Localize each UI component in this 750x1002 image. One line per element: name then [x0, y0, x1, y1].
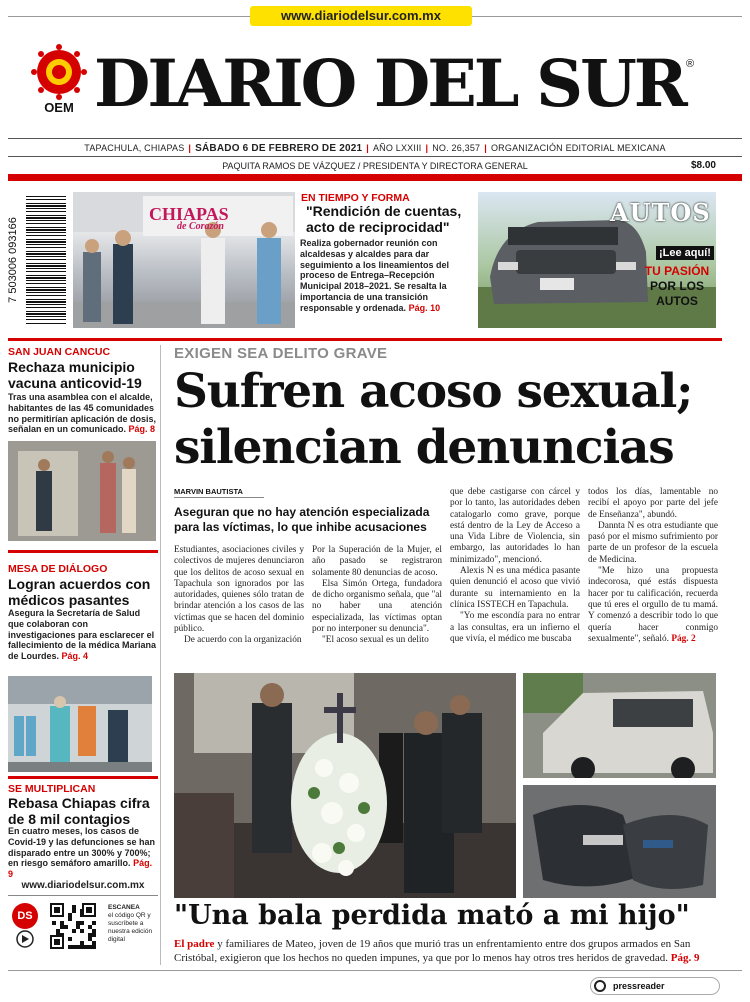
oem-logo — [30, 44, 88, 116]
left-story-3-headline[interactable]: Rebasa Chiapas cifra de 8 mil contagios — [8, 795, 150, 827]
main-story-deck: Aseguran que no hay atención especializada para las víctimas, lo que inhibe acusaciones — [174, 505, 430, 534]
newspaper-title: DIARIO DEL SUR — [94, 46, 685, 122]
masthead-rule-mid — [8, 156, 742, 157]
chiapas-sign: CHIAPAS de Corazón — [149, 204, 229, 232]
issue-number: NO. 26,357 — [432, 143, 481, 153]
autos-title: AUTOS — [610, 198, 711, 227]
barcode-digits: 7 503006 093166 — [8, 217, 19, 303]
left-footer-rule — [8, 895, 158, 896]
publisher: ORGANIZACIÓN EDITORIAL MEXICANA — [490, 143, 666, 153]
main-story-headline[interactable]: Sufren acoso sexual; silencian denuncias — [174, 364, 693, 475]
barcode — [8, 192, 68, 328]
qr-code[interactable] — [50, 903, 96, 949]
main-story-column-3: que debe castigarse con cárcel y por lo tanto, las autoridades deben catalogarlo como grave, porque está dentro de la Ley de Acceso a una Vida Libre de Violencia, sin embargo, las autoridades lo han minimizado", mencionó. Alexis N es una médica pasante quien denunció el acoso que vivió durante su internamiento en la clínica ISSTECH en Tapachula. "Yo me escondía para no entrar a las consultas, era un infierno el que vivía, el médico me buscaba — [450, 487, 580, 644]
bottom-story-page: Pág. 9 — [670, 951, 700, 964]
pressreader-badge[interactable]: pressreader — [590, 977, 720, 995]
oem-logo-text: OEM — [44, 100, 74, 115]
left-story-1-photo[interactable] — [8, 441, 156, 541]
website-url-banner[interactable]: www.diariodelsur.com.mx — [250, 6, 472, 26]
top-story-body: Realiza gobernador reunión con alcaldesas y alcaldes para dar seguimiento a los lineamientos del proceso de Entrega–Recepción Municipal 2018–2021. Se resalta la importancia de una transición responsable y ordenada. Pág. 10 — [300, 238, 450, 313]
top-story-page: Pág. 10 — [408, 302, 441, 313]
autos-tagline: TU PASIÓN POR LOS AUTOS — [644, 264, 710, 308]
burned-car-photo[interactable] — [523, 673, 716, 778]
qr-instructions: ESCANEA el código QR y suscríbete a nuestra edición digital — [108, 904, 153, 943]
main-story-column-1: Estudiantes, asociaciones civiles y colectivos de mujeres denunciaron que los delitos de acoso sexual en Tapachula son ignorados por las autoridades, quienes sólo tratan de brindar atención a los casos de las víctimas que se hacen del dominio público. De acuerdo con la organización — [174, 545, 304, 646]
left-footer-url[interactable]: www.diariodelsur.com.mx — [21, 880, 145, 891]
bottom-story-body: El padre y familiares de Mateo, joven de 19 años que murió tras un enfrentamiento entre dos grupos armados en San Cristóbal, exigieron que los hechos no queden impunes, ya que por lo menos hay otros tres heridos de gravedad. Pág. 9 — [174, 938, 700, 964]
autos-cta[interactable]: ¡Lee aquí! — [656, 246, 714, 260]
left-rule-1 — [8, 550, 158, 553]
left-story-2-kicker: MESA DE DIÁLOGO — [8, 563, 108, 575]
main-story-column-2: Por la Superación de la Mujer, el año pasado se registraron solamente 80 denuncias de acoso. Elsa Simón Ortega, fundadora de dicho organismo señala, que "al no haber una atención especializada, las víctimas optan por no interponer su denuncia". "El acoso sexual es un delito — [312, 545, 442, 646]
footer-rule — [8, 970, 742, 971]
left-column-divider — [160, 345, 161, 965]
author-rule — [174, 497, 264, 498]
autos-ad[interactable] — [478, 192, 716, 328]
main-story-author: MARVIN BAUTISTA — [174, 487, 243, 496]
left-rule-2 — [8, 776, 158, 779]
date: SÁBADO 6 DE FEBRERO DE 2021 — [195, 143, 363, 154]
play-icon[interactable] — [12, 930, 38, 948]
section-red-rule — [8, 338, 722, 341]
top-story-photo[interactable] — [73, 192, 295, 328]
left-story-3-kicker: SE MULTIPLICAN — [8, 783, 96, 795]
masthead-rule-top — [8, 138, 742, 139]
red-divider-bar — [8, 174, 742, 181]
director-line: PAQUITA RAMOS DE VÁZQUEZ / PRESIDENTA Y DIRECTORA GENERAL — [222, 161, 528, 171]
funeral-photo[interactable] — [174, 673, 516, 898]
left-story-3-body: En cuatro meses, los casos de Covid-19 y las defunciones se han disparado entre un 300% y 700%; en riesgo semáforo amarillo. Pág. 9 — [8, 826, 156, 880]
ds-logo[interactable]: DS — [12, 903, 38, 929]
left-story-1-kicker: SAN JUAN CANCUC — [8, 346, 111, 358]
top-story-headline[interactable]: "Rendición de cuentas, acto de reciprocidad" — [306, 203, 462, 235]
left-story-2-headline[interactable]: Logran acuerdos con médicos pasantes — [8, 576, 151, 608]
price: $8.00 — [690, 160, 716, 171]
edition-info: TAPACHULA, CHIAPAS | SÁBADO 6 DE FEBRERO DE 2021 | AÑO LXXIII | NO. 26,357 | ORGANIZACIÓN EDITORIAL MEXICANA — [84, 143, 666, 154]
registered-mark: ® — [686, 58, 695, 70]
bottom-story-headline[interactable]: "Una bala perdida mató a mi hijo" — [174, 900, 690, 931]
left-story-1-headline[interactable]: Rechaza municipio vacuna anticovid-19 — [8, 359, 142, 391]
left-story-1-body: Tras una asamblea con el alcalde, habitantes de las 45 comunidades no permitirían aplicación de dosis, señalan en un comunicado. Pág. 8 — [8, 392, 157, 435]
year: AÑO LXXIII — [372, 143, 422, 153]
evidence-photo[interactable] — [523, 785, 716, 898]
top-story-kicker: EN TIEMPO Y FORMA — [301, 192, 410, 204]
left-story-2-photo[interactable] — [8, 676, 152, 772]
left-story-2-body: Asegura la Secretaría de Salud que colaboran con investigaciones para esclarecer el fallecimiento de la médica Mariana de Lourdes. Pág. 4 — [8, 608, 157, 662]
main-story-kicker: EXIGEN SEA DELITO GRAVE — [174, 345, 388, 362]
main-story-column-4: todos los días, lamentable no recibí el apoyo por parte del jefe de Enseñanza", abundó. Dannta N es otra estudiante que pasó por el mismo sufrimiento por parte de un profesor de la escuela de Medicina. "Me hizo una propuesta indecorosa, qué estás dispuesta hacer por tu calificación, recuerda que tú eres el orgullo de tu mamá. Y comenzó a describir todo lo que quería hacer conmigo sexualmente", señaló. Pág. 2 — [588, 487, 718, 644]
place: TAPACHULA, CHIAPAS — [84, 143, 185, 153]
